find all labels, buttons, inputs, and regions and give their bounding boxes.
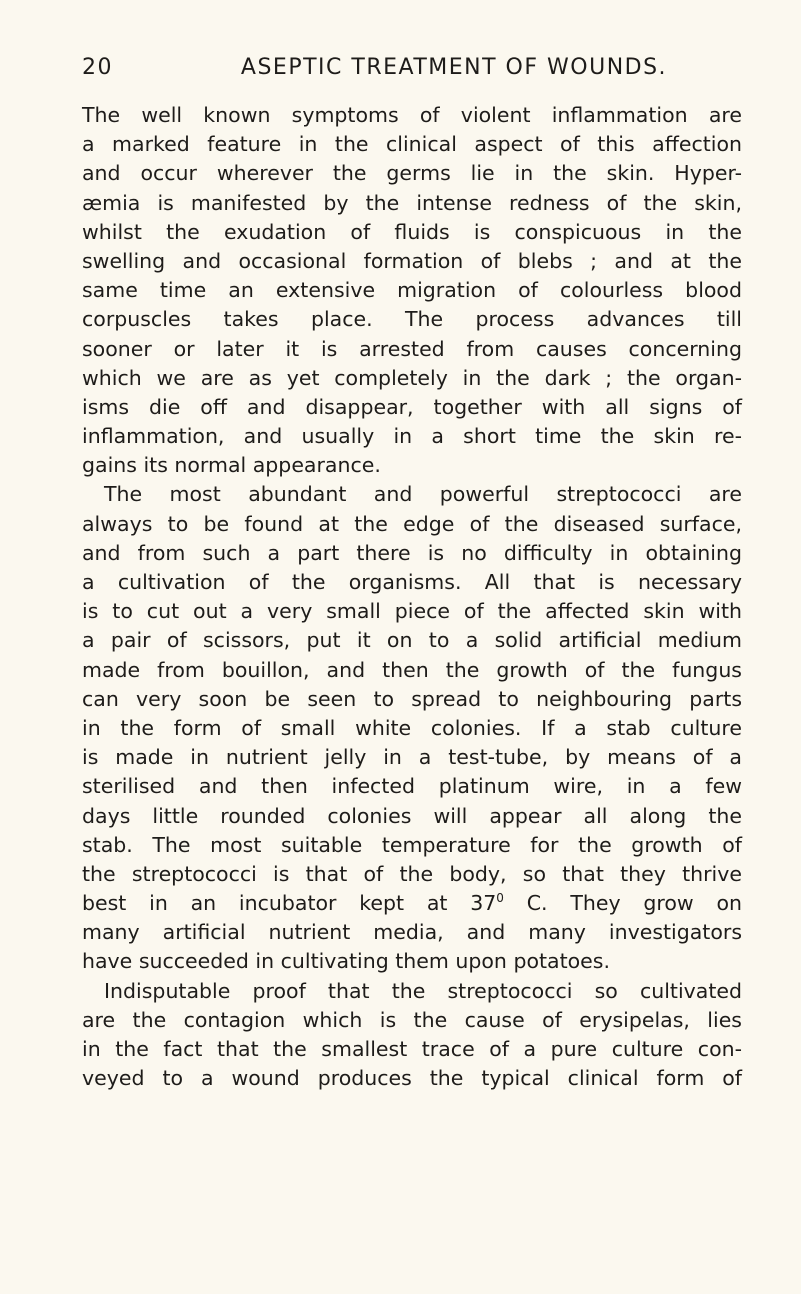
text-line: whilst the exudation of fluids is conspicuous in the [82, 219, 742, 244]
temperature-tail: C. They grow on [526, 891, 742, 916]
text-line: can very soon be seen to spread to neighbouring parts [82, 686, 742, 711]
text-line: The well known symptoms of violent inflammation are [82, 103, 742, 127]
text-line-temperature [82, 889, 742, 918]
text-line: a pair of scissors, put it on to a solid artificial medium [82, 628, 742, 653]
paragraph-start-line: Indisputable proof that the streptococci so cultivated [104, 978, 742, 1003]
text-line: gains its normal appearance. [82, 453, 381, 478]
text-line: many artificial nutrient media, and many investigators [82, 920, 742, 945]
text-line: sooner or later it is arrested from causes concerning [82, 336, 742, 361]
text-line: the streptococci is that of the body, so that they thrive [82, 861, 742, 886]
text-line: days little rounded colonies will appear all along the [82, 803, 742, 828]
text-line: a cultivation of the organisms. All that is necessary [82, 570, 742, 594]
text-line: stab. The most suitable temperature for the growth of [82, 832, 742, 857]
text-line: æmia is manifested by the intense redness of the skin, [82, 190, 742, 215]
text-line: corpuscles takes place. The process advances till [82, 307, 742, 332]
degree-mark: 0 [496, 891, 504, 906]
text-line: which we are as yet completely in the dark ; the organ- [82, 365, 742, 390]
text-line: sterilised and then infected platinum wire, in a few [82, 774, 742, 799]
text-line: veyed to a wound produces the typical clinical form of [82, 1066, 742, 1091]
text-line: a marked feature in the clinical aspect of this affection [82, 132, 742, 157]
text-line: are the contagion which is the cause of erysipelas, lies [82, 1007, 742, 1032]
running-head [82, 53, 742, 83]
page-number: 20 [82, 55, 113, 80]
text-line: swelling and occasional formation of blebs ; and at the [82, 248, 742, 273]
text-line: made from bouillon, and then the growth of the fungus [82, 657, 742, 682]
text-line: have succeeded in cultivating them upon potatoes. [82, 949, 610, 974]
text-line: in the form of small white colonies. If a stab culture [82, 715, 742, 740]
running-title: ASEPTIC TREATMENT OF WOUNDS. [240, 55, 668, 80]
text-line: in the fact that the smallest trace of a pure culture con- [82, 1037, 742, 1061]
text-line: same time an extensive migration of colourless blood [82, 278, 742, 303]
text-line: inflammation, and usually in a short time the skin re- [82, 424, 742, 449]
text-line: is to cut out a very small piece of the affected skin with [82, 599, 742, 624]
text-line: is made in nutrient jelly in a test-tube, by means of a [82, 745, 742, 770]
text-line: isms die off and disappear, together with all signs of [82, 394, 742, 419]
body-text [82, 101, 742, 1093]
text-line: and occur wherever the germs lie in the skin. Hyper- [82, 161, 742, 186]
temperature-text: best in an incubator kept at 37 [82, 891, 497, 916]
paragraph-start-line: The most abundant and powerful streptococci are [104, 482, 742, 507]
text-line: always to be found at the edge of the diseased surface, [82, 511, 742, 536]
text-line: and from such a part there is no difficulty in obtaining [82, 540, 742, 565]
